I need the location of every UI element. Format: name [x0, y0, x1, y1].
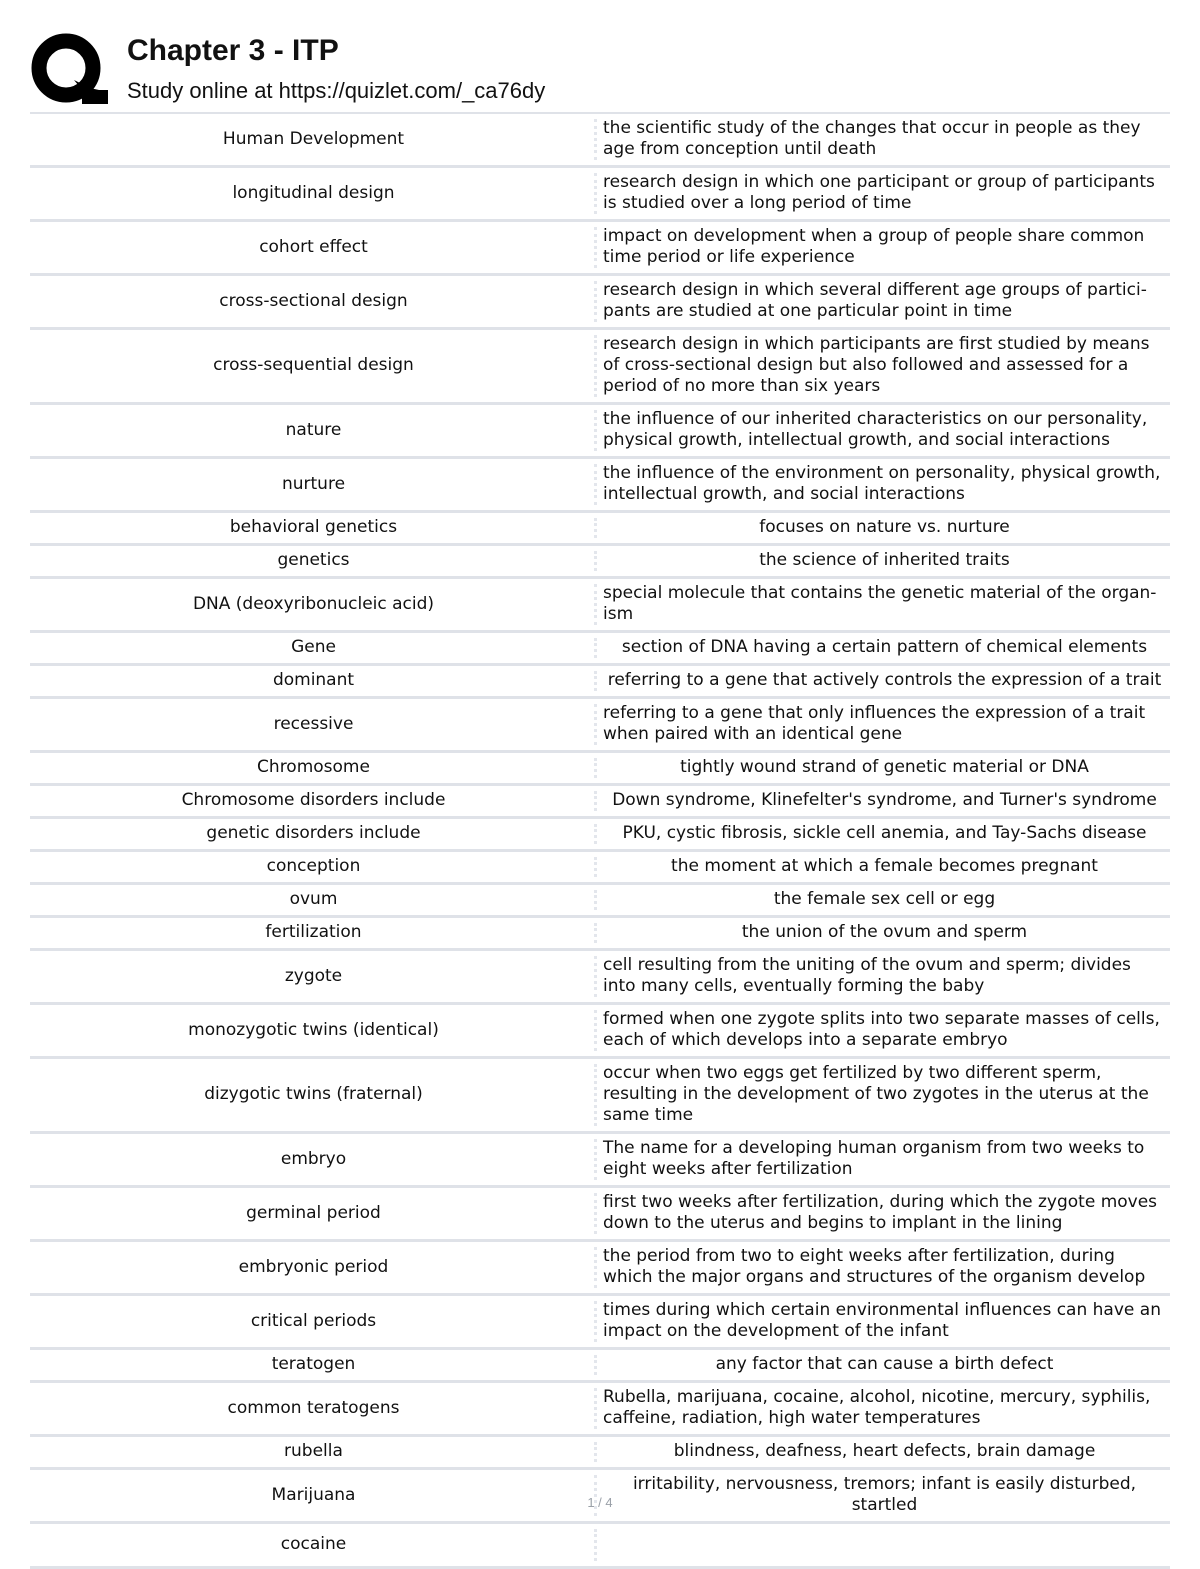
card-definition: the scientific study of the changes that occur in people as they age from conception until death — [603, 118, 1141, 159]
card-term: recessive — [30, 699, 597, 750]
card-definition: occur when two eggs get fertilized by two different sperm, resulting in the development of two zygotes in the uterus at the same time — [603, 1063, 1149, 1125]
study-online-link[interactable]: Study online at https://quizlet.com/_ca76dy — [127, 78, 546, 103]
card-definition: impact on development when a group of people share common time period or life experience — [603, 226, 1145, 267]
card-row — [30, 852, 1170, 885]
card-term: Gene — [30, 633, 597, 663]
card-row — [30, 513, 1170, 546]
card-term: Human Development — [30, 114, 597, 165]
card-row — [30, 786, 1170, 819]
card-term: Chromosome — [30, 753, 597, 783]
card-definition: the influence of the environment on personality, physical growth, intellectual growth, and social interactions — [603, 463, 1161, 504]
card-term: genetics — [30, 546, 597, 576]
card-row — [30, 276, 1170, 330]
card-term: DNA (deoxyribonucleic acid) — [30, 579, 597, 630]
card-definition: focuses on nature vs. nurture — [759, 517, 1010, 537]
card-term: cross-sequential design — [30, 330, 597, 402]
card-term: monozygotic twins (identical) — [30, 1005, 597, 1056]
card-term: nature — [30, 405, 597, 456]
card-definition: Down syndrome, Klinefelter's syndrome, and Turner's syndrome — [612, 790, 1157, 810]
quizlet-logo-icon — [30, 30, 108, 108]
card-definition: first two weeks after fertilization, during which the zygote moves down to the uterus and begins to implant in the lining — [603, 1192, 1158, 1233]
card-definition: tightly wound strand of genetic material or DNA — [680, 757, 1089, 777]
page-indicator: 1 / 4 — [587, 1495, 613, 1510]
card-row — [30, 1059, 1170, 1134]
card-definition: the science of inherited traits — [759, 550, 1010, 570]
card-term: behavioral genetics — [30, 513, 597, 543]
card-definition — [597, 1541, 1170, 1550]
card-term: fertilization — [30, 918, 597, 948]
card-term: conception — [30, 852, 597, 882]
card-definition: The name for a developing human organism from two weeks to eight weeks after fertilization — [603, 1138, 1145, 1179]
card-row — [30, 1134, 1170, 1188]
card-row — [30, 885, 1170, 918]
card-term: Chromosome disorders include — [30, 786, 597, 816]
card-definition: the moment at which a female becomes pregnant — [671, 856, 1098, 876]
flashcard-table — [30, 112, 1170, 1569]
card-definition: the influence of our inherited characteristics on our personality, physical growth, intellectual growth, and social interactions — [603, 409, 1148, 450]
card-row — [30, 330, 1170, 405]
card-row — [30, 1350, 1170, 1383]
card-term: cohort effect — [30, 222, 597, 273]
card-definition: blindness, deafness, heart defects, brain damage — [673, 1441, 1096, 1461]
card-definition: referring to a gene that actively controls the expression of a trait — [607, 670, 1162, 690]
card-row — [30, 918, 1170, 951]
card-term: dizygotic twins (fraternal) — [30, 1059, 597, 1131]
card-term: embryonic period — [30, 1242, 597, 1293]
card-row — [30, 1524, 1170, 1569]
card-term: dominant — [30, 666, 597, 696]
card-row — [30, 1005, 1170, 1059]
card-row — [30, 633, 1170, 666]
card-row — [30, 951, 1170, 1005]
card-row — [30, 1383, 1170, 1437]
card-definition: times during which certain environmental influences can have an impact on the development of the infant — [603, 1300, 1161, 1341]
card-row — [30, 819, 1170, 852]
card-definition: special molecule that contains the genetic material of the organ- ism — [603, 583, 1157, 624]
card-term: teratogen — [30, 1350, 597, 1380]
card-row — [30, 459, 1170, 513]
page-header — [30, 30, 1170, 110]
card-definition: the period from two to eight weeks after fertilization, during which the major organs and structures of the organism develop — [603, 1246, 1146, 1287]
card-term: cocaine — [30, 1524, 597, 1566]
card-row — [30, 699, 1170, 753]
card-row — [30, 1437, 1170, 1470]
card-definition: section of DNA having a certain pattern of chemical elements — [621, 637, 1148, 657]
card-definition: research design in which several different age groups of partici- pants are studied at one particular point in time — [603, 280, 1147, 321]
card-definition: research design in which participants are first studied by means of cross-sectional design but also followed and assessed for a period of no more than six years — [603, 334, 1150, 396]
card-row — [30, 753, 1170, 786]
card-term: rubella — [30, 1437, 597, 1467]
card-definition: the union of the ovum and sperm — [741, 922, 1028, 942]
card-term: genetic disorders include — [30, 819, 597, 849]
card-term: ovum — [30, 885, 597, 915]
card-row — [30, 168, 1170, 222]
card-term: Marijuana — [30, 1470, 597, 1521]
card-row — [30, 1242, 1170, 1296]
card-term: cross-sectional design — [30, 276, 597, 327]
card-term: common teratogens — [30, 1383, 597, 1434]
card-row — [30, 405, 1170, 459]
card-row — [30, 1296, 1170, 1350]
card-row — [30, 546, 1170, 579]
card-term: embryo — [30, 1134, 597, 1185]
card-definition: formed when one zygote splits into two separate masses of cells, each of which develops into a separate embryo — [603, 1009, 1160, 1050]
card-row — [30, 1188, 1170, 1242]
card-definition: any factor that can cause a birth defect — [715, 1354, 1054, 1374]
card-definition: the female sex cell or egg — [773, 889, 996, 909]
card-term: longitudinal design — [30, 168, 597, 219]
page-title: Chapter 3 - ITP — [127, 34, 339, 67]
card-definition: PKU, cystic fibrosis, sickle cell anemia, and Tay-Sachs disease — [622, 823, 1147, 843]
card-term: critical periods — [30, 1296, 597, 1347]
card-term: zygote — [30, 951, 597, 1002]
card-definition: Rubella, marijuana, cocaine, alcohol, nicotine, mercury, syphilis, caffeine, radiation, high water temperatures — [603, 1387, 1151, 1428]
card-row — [30, 222, 1170, 276]
card-row — [30, 114, 1170, 168]
card-term: nurture — [30, 459, 597, 510]
card-definition: irritability, nervousness, tremors; infant is easily disturbed, startled — [632, 1474, 1137, 1515]
card-definition: referring to a gene that only influences the expression of a trait when paired with an identical gene — [603, 703, 1146, 744]
card-definition: cell resulting from the uniting of the ovum and sperm; divides into many cells, eventually forming the baby — [603, 955, 1131, 996]
card-row — [30, 579, 1170, 633]
card-definition: research design in which one participant or group of participants is studied over a long period of time — [603, 172, 1155, 213]
card-term: germinal period — [30, 1188, 597, 1239]
card-row — [30, 666, 1170, 699]
